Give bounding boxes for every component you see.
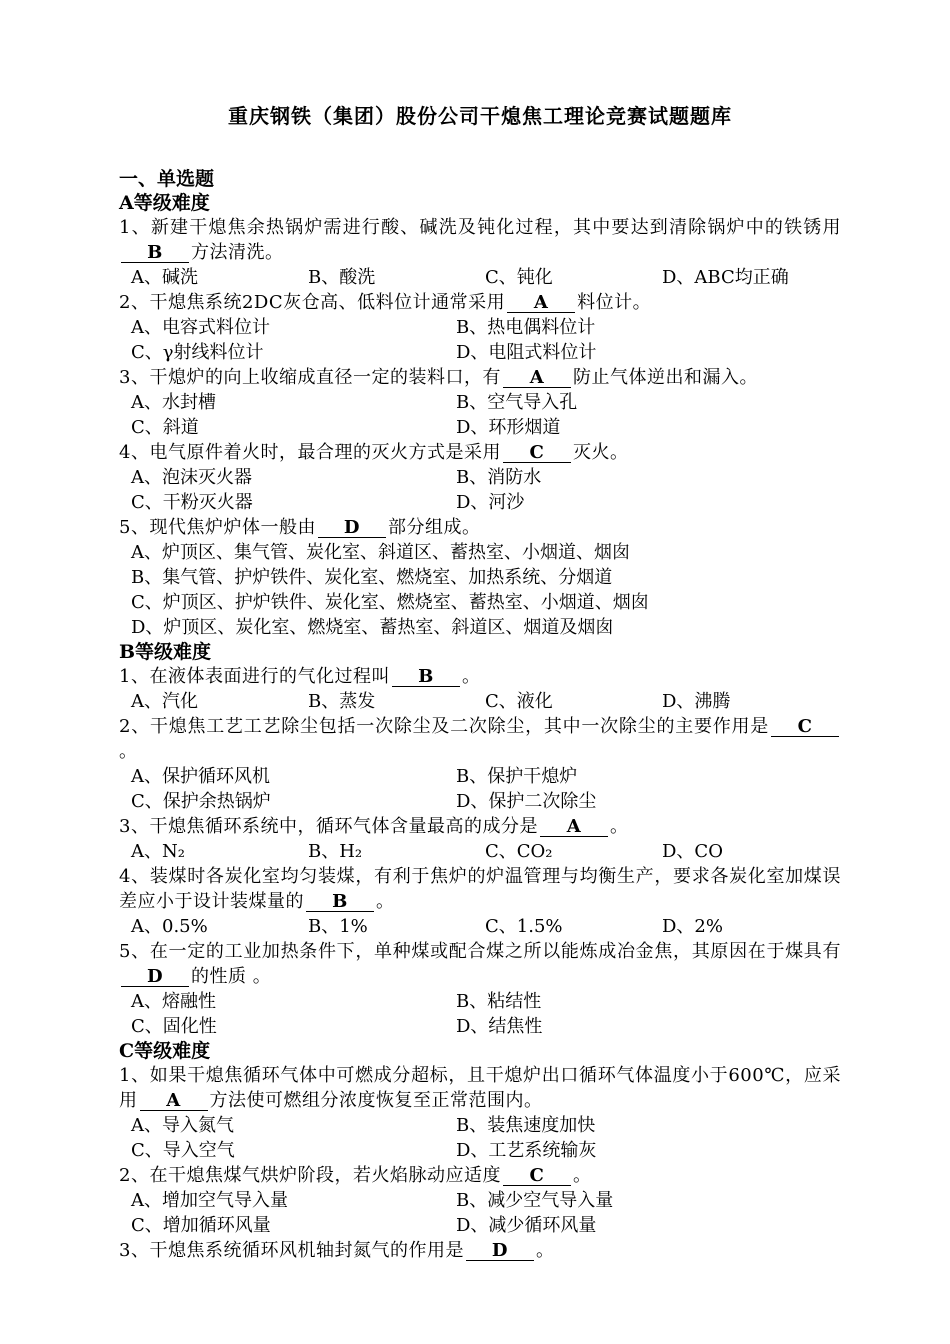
question-stem: 5、现代焦炉炉体一般由 D 部分组成。: [119, 517, 481, 538]
answer-blank: A: [140, 1091, 208, 1111]
option-item: D、ABC均正确: [662, 267, 789, 288]
option-item: A、0.5%: [131, 916, 208, 937]
option-item: D、CO: [662, 841, 723, 862]
options-row: [119, 914, 841, 939]
answer-blank: B: [392, 667, 460, 687]
option-item: C、增加循环风量: [131, 1215, 271, 1236]
option-item: B、保护干熄炉: [456, 766, 578, 787]
option-item: B、装焦速度加快: [456, 1115, 596, 1136]
option-item: D、减少循环风量: [456, 1215, 597, 1236]
option-item: A、泡沫灭火器: [131, 467, 252, 488]
question-stem: 2、在干熄焦煤气烘炉阶段，若火焰脉动应适度 C 。: [119, 1165, 592, 1186]
option-item: B、粘结性: [456, 991, 542, 1012]
question-levels: [119, 191, 841, 1263]
answer-blank: A: [507, 293, 575, 313]
option-item: A、碱洗: [131, 267, 198, 288]
option-item: C、1.5%: [485, 916, 563, 937]
difficulty-heading: B等级难度: [119, 641, 212, 663]
question-stem: 5、在一定的工业加热条件下，单种煤或配合煤之所以能炼成冶金焦，其原因在于煤具有D 的性质 。: [119, 941, 841, 987]
option-item: D、电阻式料位计: [456, 342, 597, 363]
answer-blank: C: [503, 443, 571, 463]
answer-blank: B: [306, 892, 374, 912]
option-item: C、干粉灭火器: [131, 492, 253, 513]
option-item: B、热电偶料位计: [456, 317, 596, 338]
options-row: [119, 689, 841, 714]
answer-blank: C: [503, 1166, 571, 1186]
answer-blank: D: [121, 967, 189, 987]
option-item: D、炉顶区、炭化室、燃烧室、蓄热室、斜道区、烟道及烟囱: [131, 617, 614, 638]
option-item: A、汽化: [131, 691, 198, 712]
option-item: A、熔融性: [131, 991, 216, 1012]
options-row: [119, 315, 841, 365]
answer-blank: A: [540, 817, 608, 837]
option-item: C、导入空气: [131, 1140, 235, 1161]
option-item: B、1%: [308, 916, 368, 937]
option-item: A、炉顶区、集气管、炭化室、斜道区、蓄热室、小烟道、烟囱: [131, 542, 630, 563]
options-row: [119, 390, 841, 440]
option-item: A、N₂: [131, 841, 185, 862]
question-stem: 3、干熄炉的向上收缩成直径一定的装料口，有 A 防止气体逆出和漏入。: [119, 367, 758, 388]
option-item: B、减少空气导入量: [456, 1190, 614, 1211]
document-title: 重庆钢铁（集团）股份公司干熄焦工理论竞赛试题题库: [228, 104, 732, 128]
option-item: D、环形烟道: [456, 417, 561, 438]
option-item: D、2%: [662, 916, 723, 937]
answer-blank: D: [466, 1241, 534, 1261]
question-stem: 1、如果干熄焦循环气体中可燃成分超标，且干熄炉出口循环气体温度小于600℃，应采用 A 方法使可燃组分浓度恢复至正常范围内。: [119, 1065, 841, 1111]
answer-blank: D: [318, 518, 386, 538]
options-row: [119, 1188, 841, 1238]
option-item: B、消防水: [456, 467, 542, 488]
option-item: D、河沙: [456, 492, 525, 513]
document: [119, 100, 841, 1263]
option-item: D、沸腾: [662, 691, 731, 712]
option-item: C、固化性: [131, 1016, 217, 1037]
option-item: C、炉顶区、护炉铁件、炭化室、燃烧室、蓄热室、小烟道、烟囱: [131, 592, 649, 613]
question-stem: 1、在液体表面进行的气化过程叫 B 。: [119, 666, 481, 687]
option-item: C、γ射线料位计: [131, 342, 264, 363]
option-item: A、电容式料位计: [131, 317, 270, 338]
option-item: B、H₂: [308, 841, 363, 862]
options-row: [119, 540, 841, 640]
option-item: C、保护余热锅炉: [131, 791, 271, 812]
option-item: B、集气管、护炉铁件、炭化室、燃烧室、加热系统、分烟道: [131, 567, 613, 588]
options-row: [119, 989, 841, 1039]
option-item: C、CO₂: [485, 841, 553, 862]
section-heading: 一、单选题: [119, 168, 215, 190]
option-item: D、工艺系统输灰: [456, 1140, 597, 1161]
option-item: A、导入氮气: [131, 1115, 234, 1136]
option-item: C、钝化: [485, 267, 553, 288]
question-stem: 4、电气原件着火时，最合理的灭火方式是采用 C 灭火。: [119, 442, 629, 463]
answer-blank: A: [503, 368, 571, 388]
options-row: [119, 839, 841, 864]
answer-blank: C: [771, 717, 839, 737]
option-item: C、斜道: [131, 417, 199, 438]
option-item: D、保护二次除尘: [456, 791, 597, 812]
question-stem: 4、装煤时各炭化室均匀装煤，有利于焦炉的炉温管理与均衡生产，要求各炭化室加煤误差应小于设计装煤量的 B 。: [119, 866, 841, 912]
options-row: [119, 1113, 841, 1163]
option-item: B、酸洗: [308, 267, 376, 288]
options-row: [119, 465, 841, 515]
question-stem: 1、新建干熄焦余热锅炉需进行酸、碱洗及钝化过程，其中要达到清除锅炉中的铁锈用B 方法清洗。: [119, 217, 841, 263]
question-stem: 2、干熄焦工艺工艺除尘包括一次除尘及二次除尘，其中一次除尘的主要作用是 C。: [119, 714, 841, 764]
answer-blank: B: [121, 243, 189, 263]
question-stem: 3、干熄焦循环系统中，循环气体含量最高的成分是 A 。: [119, 816, 629, 837]
question-stem: 2、干熄焦系统2DC灰仓高、低料位计通常采用 A 料位计。: [119, 292, 652, 313]
option-item: A、增加空气导入量: [131, 1190, 288, 1211]
question-stem: 3、干熄焦系统循环风机轴封氮气的作用是 D 。: [119, 1240, 555, 1261]
option-item: B、空气导入孔: [456, 392, 578, 413]
option-item: D、结焦性: [456, 1016, 543, 1037]
option-item: A、水封槽: [131, 392, 216, 413]
difficulty-heading: A等级难度: [119, 192, 210, 214]
option-item: C、液化: [485, 691, 553, 712]
option-item: B、蒸发: [308, 691, 376, 712]
options-row: [119, 265, 841, 290]
options-row: [119, 764, 841, 814]
option-item: A、保护循环风机: [131, 766, 270, 787]
difficulty-heading: C等级难度: [119, 1040, 211, 1062]
